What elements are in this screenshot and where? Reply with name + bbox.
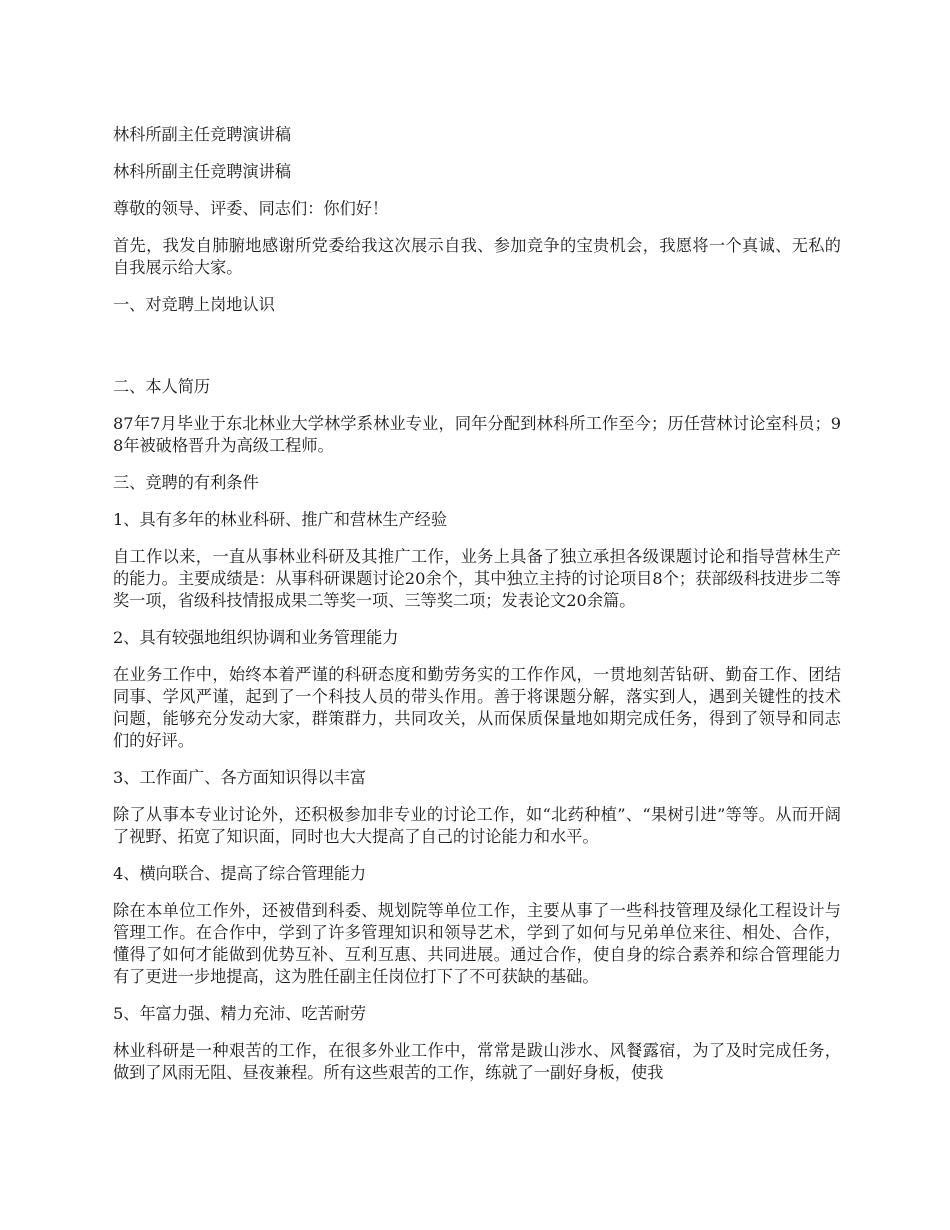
subheading-2: 2、具有较强地组织协调和业务管理能力	[113, 628, 399, 647]
body-paragraph-2: 在业务工作中，始终本着严谨的科研态度和勤劳务实的工作作风，一贯地刻苦钻研、勤奋工作、团结同事、学风严谨，起到了一个科技人员的带头作用。善于将课题分解，落实到人，遇到关键性的技术问题，能够充分发动大家，群策群力，共同攻关，从而保质保量地如期完成任务，得到了领导和同志们的好评。	[113, 665, 841, 750]
subheading-4: 4、横向联合、提高了综合管理能力	[113, 864, 367, 883]
document-subtitle: 林科所副主任竞聘演讲稿	[113, 162, 292, 181]
opening-paragraph: 首先，我发自肺腑地感谢所党委给我这次展示自我、参加竞争的宝贵机会，我愿将一个真诚、无私的自我展示给大家。	[113, 236, 841, 277]
subheading-3: 3、工作面广、各方面知识得以丰富	[113, 768, 367, 787]
document-body	[113, 124, 841, 1099]
body-paragraph-1: 自工作以来，一直从事林业科研及其推广工作，业务上具备了独立承担各级课题讨论和指导营林生产的能力。主要成绩是：从事科研课题讨论20余个，其中独立主持的讨论项目8个；获部级科技进步二等奖一项，省级科技情报成果二等奖一项、三等奖二项；发表论文20余篇。	[113, 547, 841, 610]
section-heading-1: 一、对竞聘上岗地认识	[113, 295, 275, 314]
document-title: 林科所副主任竞聘演讲稿	[113, 125, 292, 144]
body-paragraph-5: 林业科研是一种艰苦的工作，在很多外业工作中，常常是跋山涉水、风餐露宿，为了及时完成任务，做到了风雨无阻、昼夜兼程。所有这些艰苦的工作，练就了一副好身板，使我	[113, 1041, 841, 1082]
blank-space	[113, 331, 841, 376]
subheading-1: 1、具有多年的林业科研、推广和营林生产经验	[113, 510, 448, 529]
section-heading-3: 三、竞聘的有利条件	[113, 473, 259, 492]
salutation: 尊敬的领导、评委、同志们：你们好！	[113, 199, 389, 218]
subheading-5: 5、年富力强、精力充沛、吃苦耐劳	[113, 1004, 367, 1023]
section-heading-2: 二、本人简历	[113, 377, 211, 396]
resume-paragraph: 87年7月毕业于东北林业大学林学系林业专业，同年分配到林科所工作至今；历任营林讨论室科员；98年被破格晋升为高级工程师。	[113, 414, 841, 455]
body-paragraph-3: 除了从事本专业讨论外，还积极参加非专业的讨论工作，如“北药种植”、“果树引进”等等。从而开阔了视野、拓宽了知识面，同时也大大提高了自己的讨论能力和水平。	[113, 805, 841, 846]
body-paragraph-4: 除在本单位工作外，还被借到科委、规划院等单位工作，主要从事了一些科技管理及绿化工程设计与管理工作。在合作中，学到了许多管理知识和领导艺术，学到了如何与兄弟单位来往、相处、合作，懂得了如何才能做到优势互补、互利互惠、共同进展。通过合作，使自身的综合素养和综合管理能力有了更进一步地提高，这为胜任副主任岗位打下了不可获缺的基础。	[113, 901, 841, 986]
